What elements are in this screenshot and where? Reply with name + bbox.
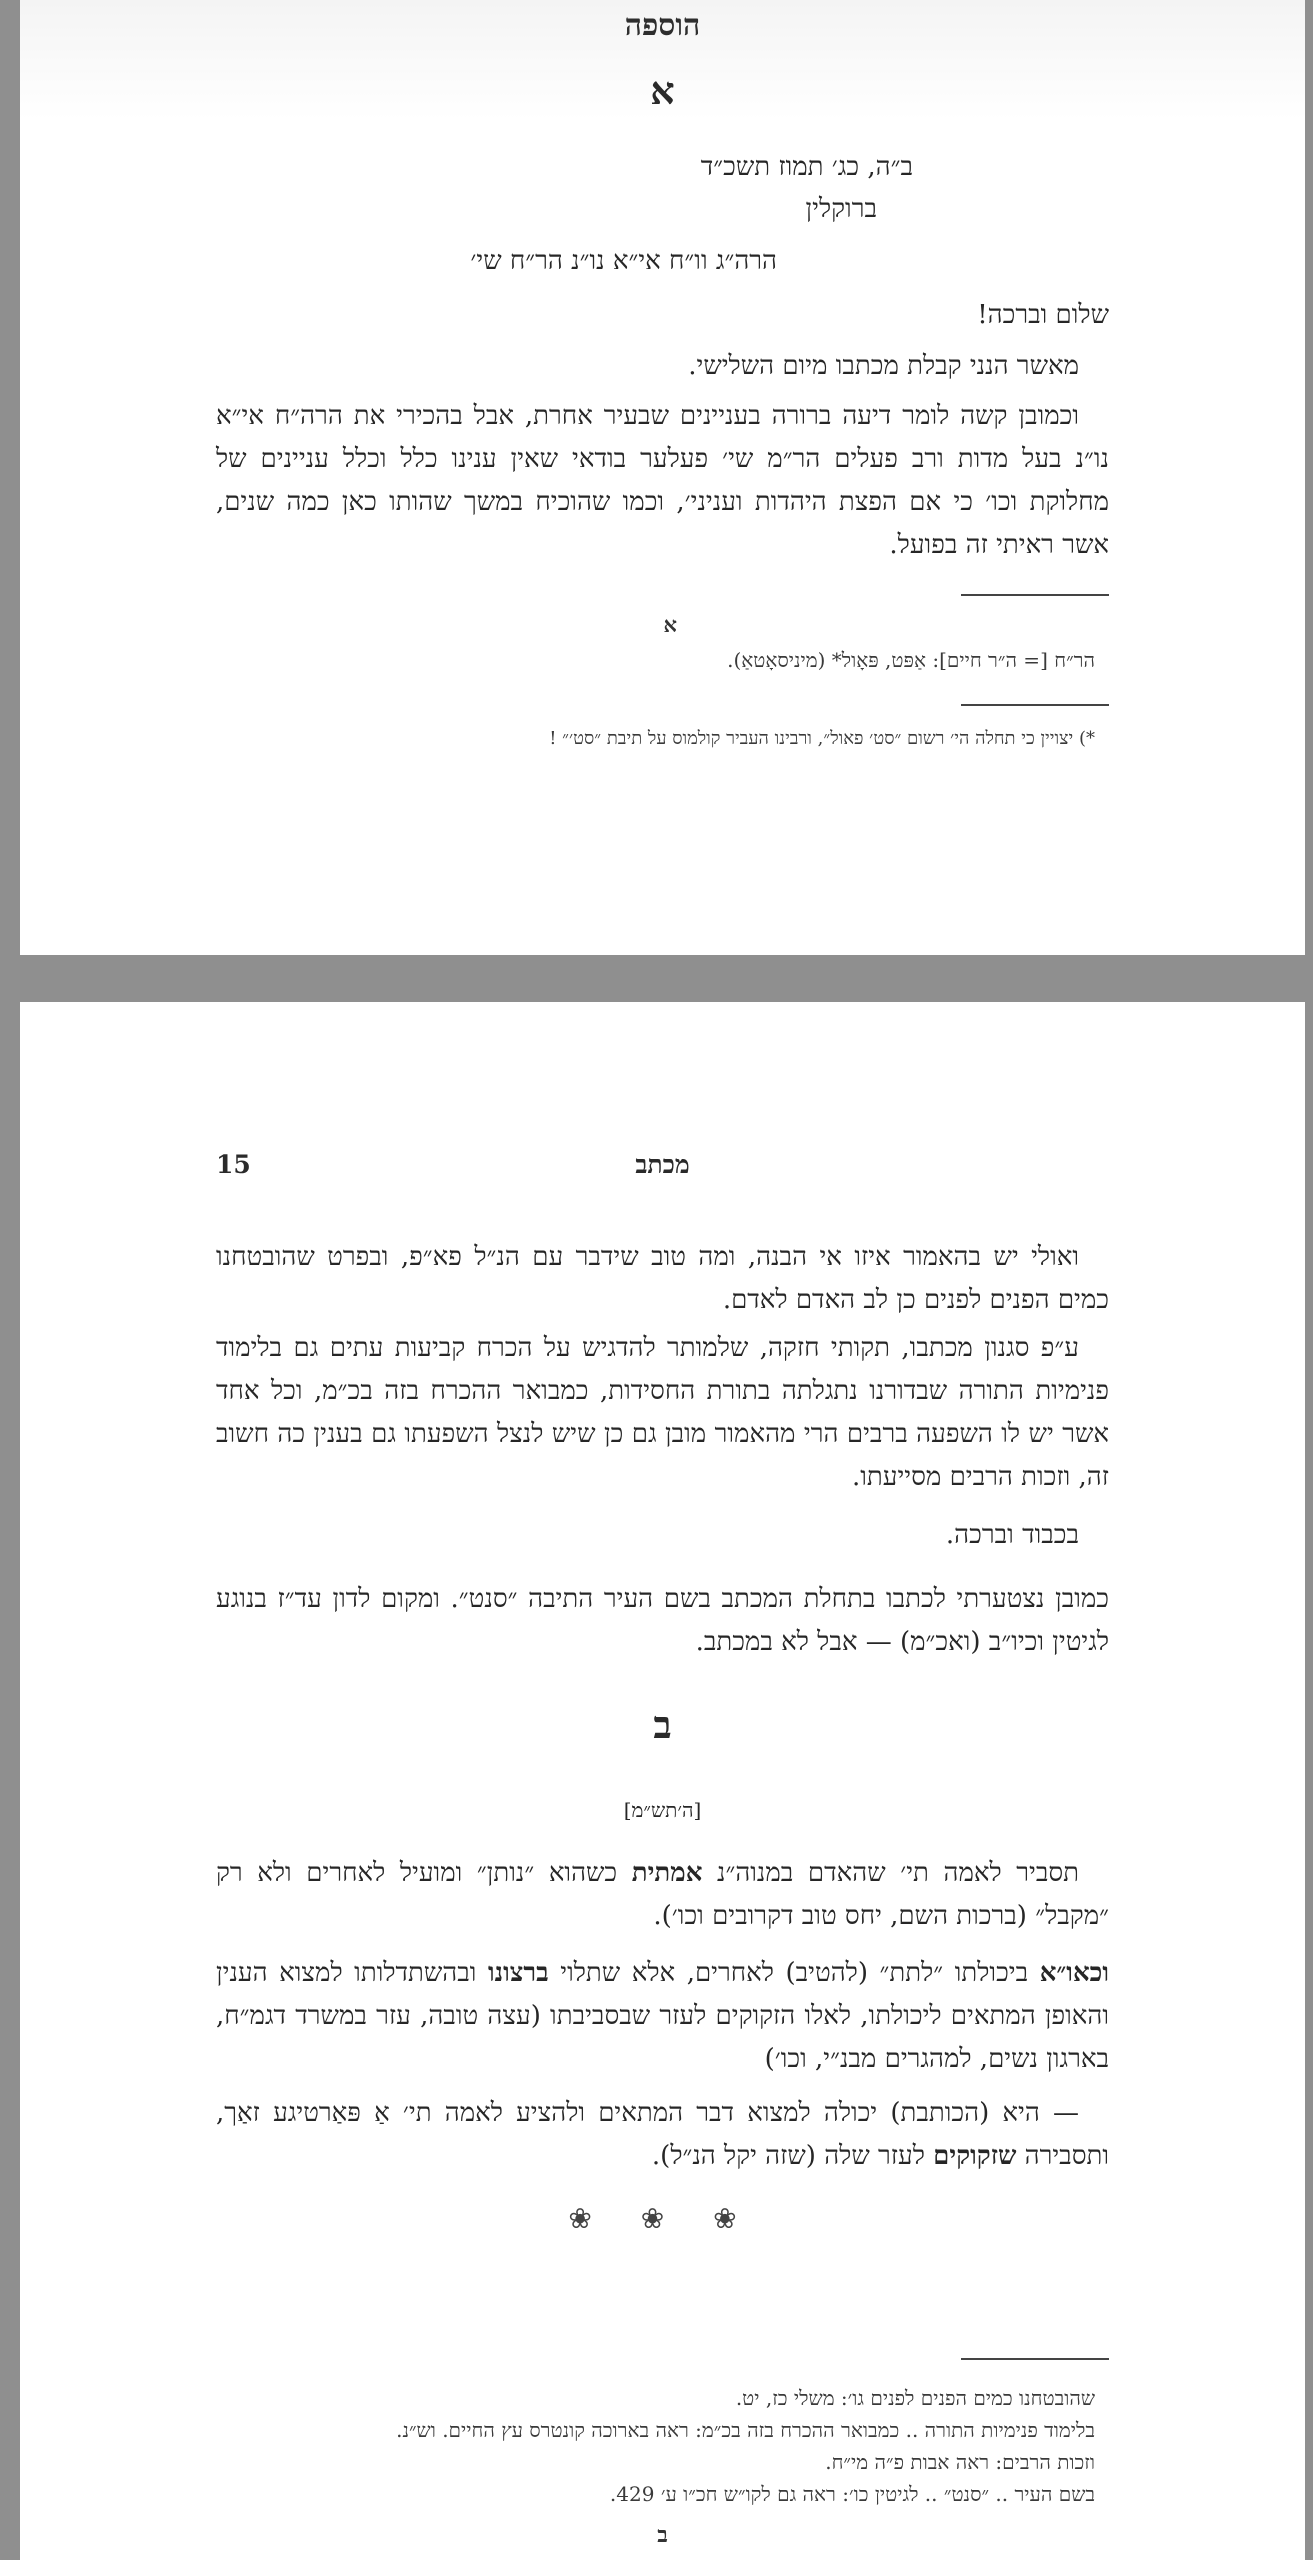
running-title: מכתב (635, 1150, 690, 1179)
letter-paragraph-3: ואולי יש בהאמור איזו אי הבנה, ומה טוב שידבר עם הנ״ל פא״פ, ובפרט שהובטחנו כמים הפנים לפנים כן לב האדם לאדם. (216, 1242, 1109, 1315)
note-3: וזכות הרבים: ראה אבות פ״ה מי״ח. (825, 2450, 1095, 2474)
page-number: 15 (216, 1150, 251, 1179)
section-b-paragraph-2: וכאו״א ביכולתו ״לתת״ (להטיב) לאחרים, אלא שתלוי ברצונו ובהשתדלותו למצוא הענין והאופן המתאים ליכולתו, לאלו הזקוקים לעזר שבסביבתו (עצה טובה, עזר במשרד דגמ״ח, בארגון נשים, למהגרים מבנ״י, וכו׳) (216, 1958, 1109, 2074)
section-b-paragraph-1: תסביר לאמה תי׳ שהאדם במנוה״נ אמתית כשהוא ״נותן״ ומועיל לאחרים ולא רק ״מקבל״ (ברכות השם, יחס טוב דקרובים וכו׳). (216, 1858, 1109, 1931)
section-year: [ה׳תש״מ] (623, 1798, 702, 1822)
letter-place: ברוקלין (805, 194, 877, 224)
footnote-divider-bottom (961, 704, 1109, 706)
letter-addressee: הרה״ג וו״ח אי״א נו״נ הר״ח שי׳ (470, 246, 777, 276)
letter-date: ב״ה, כג׳ תמוז תשכ״ד (700, 152, 913, 182)
footnote-letter: א (663, 612, 677, 637)
letter-greeting: שלום וברכה! (977, 300, 1109, 330)
footnote-2: *) יצויין כי תחלה הי׳ רשום ״סט׳ פאול״, ורבינו העביר קולמוס על תיבת ״סט׳״ ! (549, 728, 1095, 749)
footnote-1: הר״ח [= ה״ר חיים]: אַפּט, פּאָול* (מיניסאָטאַ). (727, 648, 1095, 672)
letter-closing: בכבוד וברכה. (945, 1520, 1079, 1550)
letter-paragraph-4: ע״פ סגנון מכתבו, תקותי חזקה, שלמותר להדגיש על הכרח קביעות עתים גם בלימוד פנימיות התורה שבדורנו נתגלתה בתורת החסידות, כמבואר ההכרח בזה בכ״מ, וכל אחד אשר יש לו השפעה ברבים הרי מהאמור מובן גם כן שיש לנצל השפעתו גם בענין כה חשוב זה, וזכות הרבים מסייעתו. (216, 1333, 1109, 1492)
letter-paragraph-2: וכמובן קשה לומר דיעה ברורה בעניינים שבעיר אחרת, אבל בהכירי את הרה״ח אי״א נו״נ בעל מדות ורב פעלים הר״מ שי׳ פעלער בודאי שאין ענינו כלל וכלל עניינים של מחלוקת וכו׳ כי אם הפצת היהדות ועניני׳, וכמו שהוכיח במשך שהותו כאן כמה שנים, אשר ראיתי זה בפועל. (216, 401, 1109, 560)
page-header-title: הוספה (624, 8, 701, 43)
note-2: בלימוד פנימיות התורה .. כמבואר ההכרח בזה בכ״מ: ראה בארוכה קונטרס עץ החיים. וש״נ. (396, 2418, 1095, 2442)
ornament-flowers: ❀ ❀ ❀ (568, 2202, 757, 2235)
notes-divider (961, 2358, 1109, 2360)
bottom-letter: ב (657, 2522, 668, 2548)
page-2 (20, 1002, 1305, 2560)
section-letter-aleph: א (650, 68, 675, 113)
letter-postscript: כמובן נצטערתי לכתבו בתחלת המכתב בשם העיר התיבה ״סנט״. ומקום לדון עד״ז בנוגע לגיטין וכיו״ב (ואכ״מ) — אבל לא במכתב. (216, 1584, 1109, 1657)
footnote-divider-top (961, 594, 1109, 596)
note-4: בשם העיר .. ״סנט״ .. לגיטין כו׳: ראה גם לקו״ש חכ״ו ע׳ 429. (609, 2482, 1095, 2506)
page-1 (20, 0, 1305, 955)
section-letter-bet: ב (653, 1702, 672, 1747)
note-1: שהובטחנו כמים הפנים לפנים גו׳: משלי כז, יט. (735, 2386, 1095, 2410)
letter-paragraph-1: מאשר הנני קבלת מכתבו מיום השלישי. (688, 351, 1079, 381)
section-b-paragraph-3: — היא (הכותבת) יכולה למצוא דבר המתאים ולהציע לאמה תי׳ אַ פּאַרטיגע זאַך, ותסבירה שזקוקים לעזר שלה (שזה יקל הנ״ל). (216, 2098, 1109, 2171)
